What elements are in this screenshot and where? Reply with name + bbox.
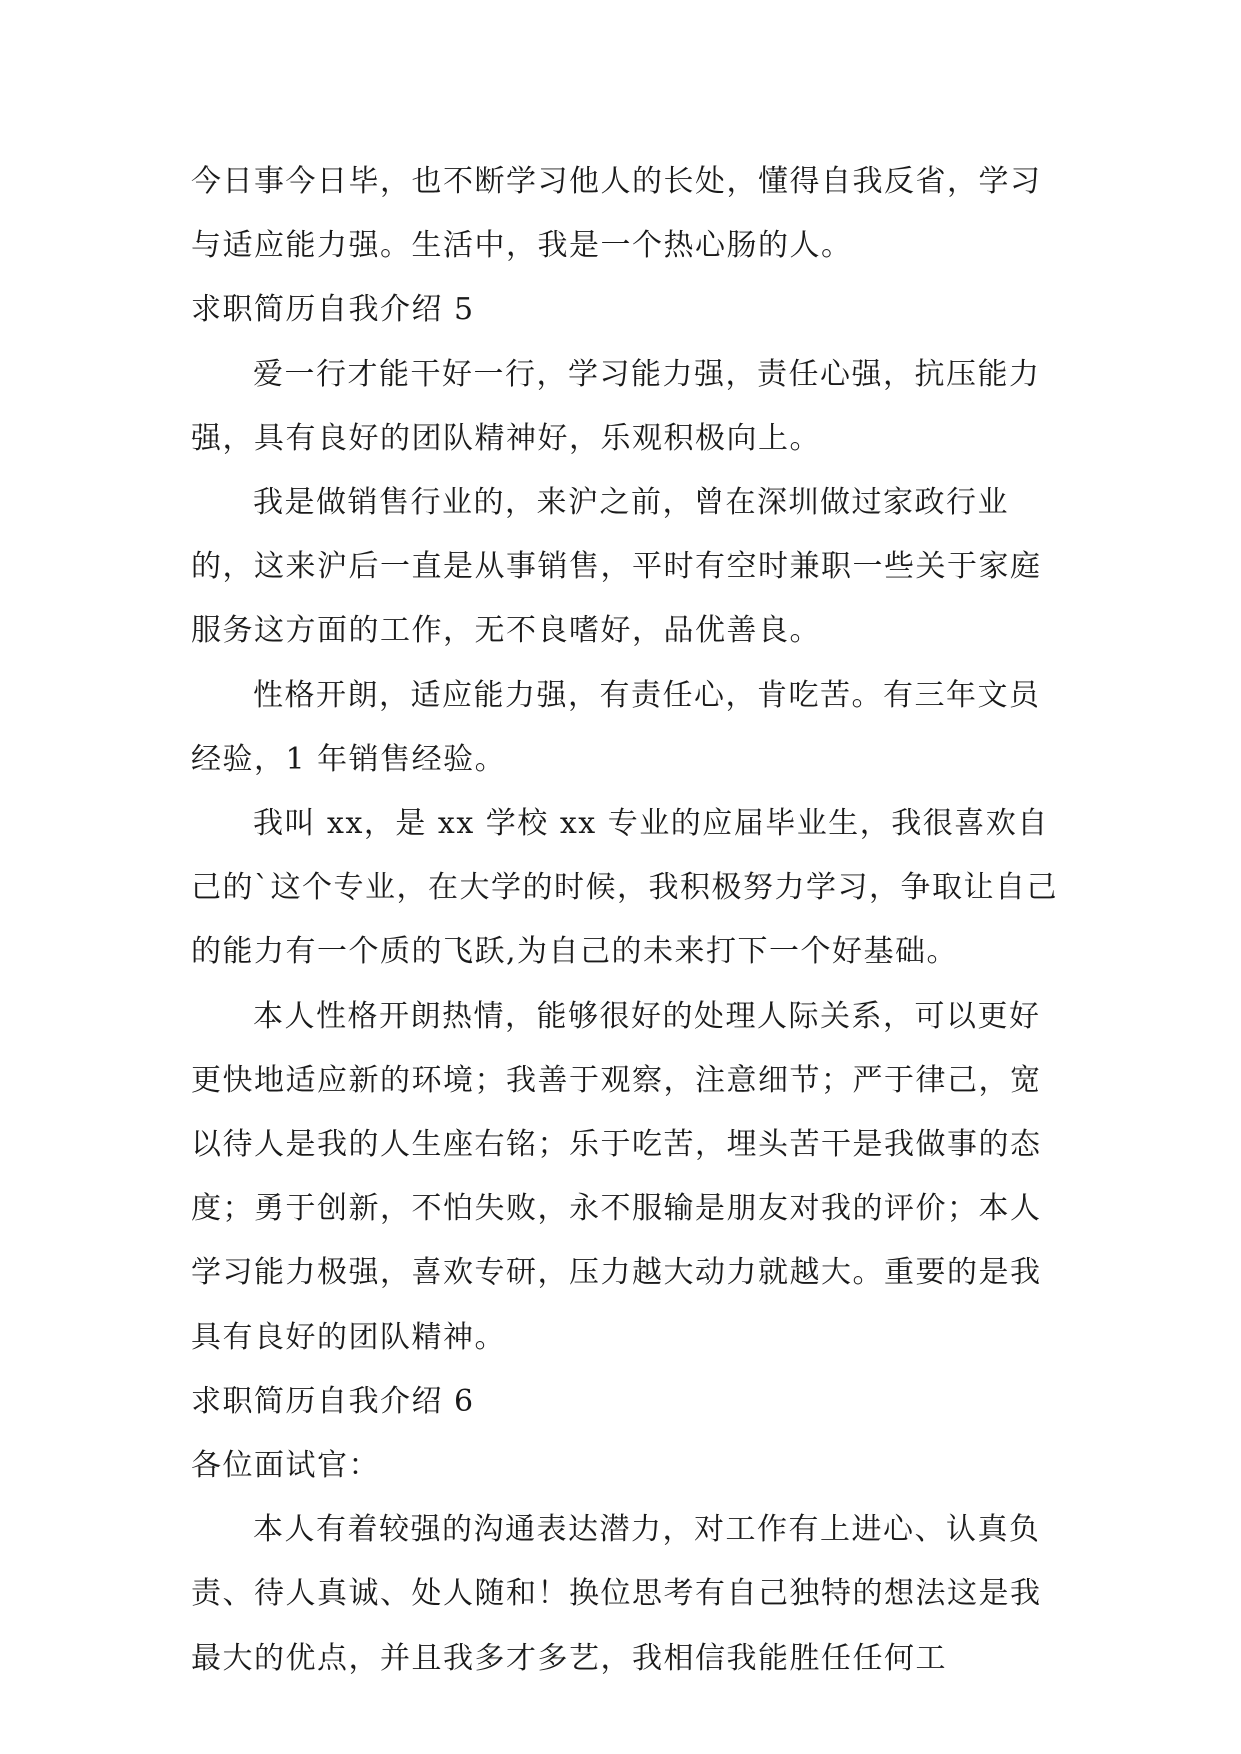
continued-paragraph: 今日事今日毕，也不断学习他人的长处，懂得自我反省，学习与适应能力强。生活中，我是一个热心肠的人。 — [191, 164, 1042, 264]
paragraph: 性格开朗，适应能力强，有责任心，肯吃苦。有三年文员经验，1 年销售经验。 — [191, 677, 1041, 777]
paragraph: 本人性格开朗热情，能够很好的处理人际关系，可以更好更快地适应新的环境；我善于观察，注意细节；严于律己，宽以待人是我的人生座右铭；乐于吃苦，埋头苦干是我做事的态度；勇于创新，不怕失败，永不服输是朋友对我的评价；本人学习能力极强，喜欢专研，压力越大动力就越大。重要的是我具有良好的团队精神。 — [191, 998, 1042, 1355]
paragraph: 爱一行才能干好一行，学习能力强，责任心强，抗压能力强，具有良好的团队精神好，乐观积极向上。 — [191, 356, 1041, 456]
salutation: 各位面试官： — [191, 1448, 380, 1484]
document-body — [191, 150, 1061, 1691]
section-heading-6: 求职简历自我介绍 6 — [191, 1383, 475, 1419]
paragraph: 本人有着较强的沟通表达潜力，对工作有上进心、认真负责、待人真诚、处人随和！换位思考有自己独特的想法这是我最大的优点，并且我多才多艺，我相信我能胜任任何工 — [191, 1512, 1042, 1676]
paragraph: 我是做销售行业的，来沪之前，曾在深圳做过家政行业的，这来沪后一直是从事销售，平时有空时兼职一些关于家庭服务这方面的工作，无不良嗜好，品优善良。 — [191, 485, 1042, 649]
paragraph: 我叫 xx，是 xx 学校 xx 专业的应届毕业生，我很喜欢自己的`这个专业，在大学的时候，我积极努力学习，争取让自己的能力有一个质的飞跃,为自己的未来打下一个好基础。 — [191, 806, 1058, 970]
section-heading-5: 求职简历自我介绍 5 — [191, 292, 475, 328]
